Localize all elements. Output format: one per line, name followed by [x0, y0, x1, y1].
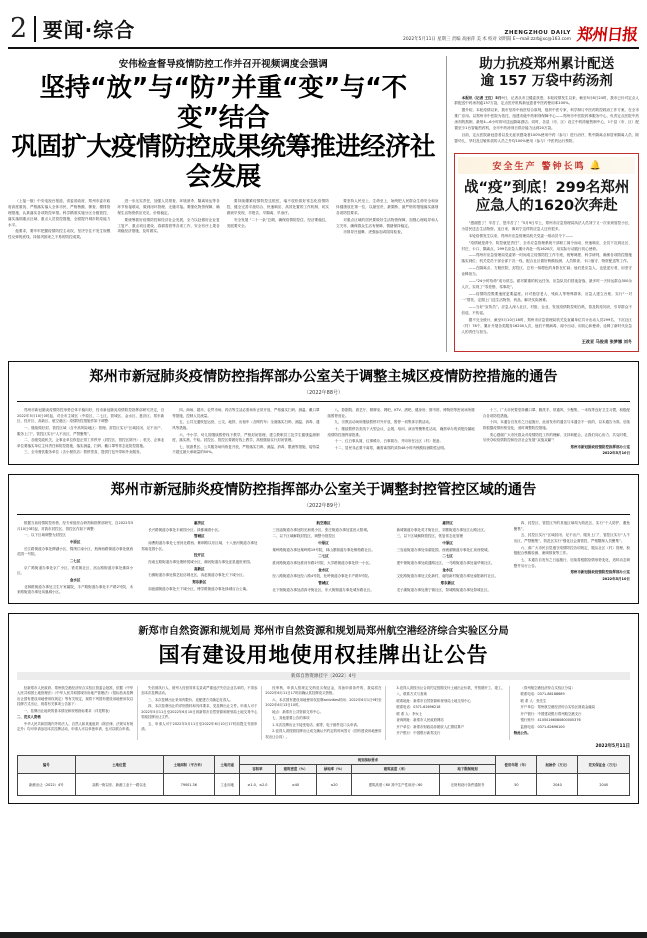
paragraph: 查询网址：新郑市人民政府网站	[396, 718, 444, 723]
paragraph: 惠济区	[442, 521, 453, 526]
paragraph: 四、封控区、管控区外的其他区域均为防范区，实行“个人防护、避免聚集”。	[513, 521, 630, 531]
paragraph: 二、各级党政机关、企事业单位恢复正常工作秩序（封控区、管控区除外）；机关、企事业单位要落实单位主体责任和防控措施，落实测温、扫码、戴口罩等常态化防控措施。	[17, 438, 165, 448]
page-number: 2	[10, 13, 28, 44]
paragraph: 3.竞得人须按出让合同约定按期支付土地出让价款，并按期开工、竣工。	[396, 686, 505, 691]
paragraph: 监督电话：0371-62696100	[520, 724, 565, 729]
paragraph: 开户单位：新郑市财政局非税收入汇缴结算户	[396, 724, 465, 729]
right-article-title	[454, 56, 639, 91]
paragraph: 郑州市新冠肺炎疫情防控指挥部办公室	[570, 570, 630, 575]
paragraph: 安全发展 “二十一条”总纲，确保疫情防控住，经济要稳住，发展要安全。	[226, 217, 330, 228]
th-height: 建筑高度（米）	[352, 765, 439, 774]
paper-english-name: ZHENGZHOU DAILY	[504, 29, 571, 36]
paragraph: 长兴路街道办事处丰硕园小区、绿都澜湾小区。	[148, 527, 222, 532]
lead-body	[8, 199, 438, 241]
paragraph: 对重点区域的居民要做好生活物资保障，加强心理疏导和人文关怀，确保群众生活有保障、情绪保持稳定。	[336, 217, 439, 228]
masthead-meta	[403, 30, 571, 43]
paragraph: ——疫情防控既要速度更要温度。针对独居老人、残疾人等特殊群体，应急人建立台账，实行“一对一”帮扶，定期上门送生活物资、药品，解决实际困难。	[461, 292, 632, 303]
paper-logo: 郑州日报	[576, 25, 639, 44]
paragraph: 五、封控区实行“区域封闭、足不出户、服务上门”，管控区实行“人不出区、严禁聚集”，防范区实行“强化社会面管控、严格限制人员聚集”。	[513, 533, 630, 544]
th-price: 起始价（万元）	[537, 755, 578, 773]
paragraph: 据介绍，本轮疫情以来，我市坚持中西医结合原则，组织中医专家，科学制订中医药防控救治工作方案，在全市推广应用。以郑州市中医院为依托，组建市级中药制剂保障中心——郑州市中医院药事服务中心，负责定点医院中药汤剂的熬制，最短4—6小时即可送达隔离酒店；同时，各县（市、区）设立中药浓缩煎制中心，1个县（市、区）配置至少1台智能煎药机，全市中药汤剂日供应能力达到20万袋。	[454, 108, 639, 131]
paragraph: 本报讯（记者 王红）5月9日，记者从市卫健委获悉，本轮疫情发生以来，截至5月8日24时，我市已针对定点人群配送中药汤剂逾157万袋，定点医疗机构新冠患者中医药使用率100%。	[454, 95, 639, 106]
paragraph: 衷心感谢广大市民群众对疫情防控工作的理解、支持和配合，让我们同心协力，共克时艰，尽快夺取疫情防控和经济社会发展“双战双赢”！	[482, 432, 630, 443]
paragraph: （上接一版）中央电视台报道，省委省政府、郑州市委市政府高度重视、严格落实落人全体市民、严格核酸、筛查、摸排管理措施，认真落实各项防控举措。科学精准实施分区分级管控，落实落细重点区域、重点人员管控措施，全面提升城市防疫能力水平。	[8, 199, 111, 227]
lead-kicker: 安伟检查督导疫情防控工作并召开视频调度会强调	[118, 59, 328, 70]
paragraph: 特此公告。	[513, 731, 531, 736]
notice-box-89	[8, 474, 639, 604]
land-date: 2022年5月11日	[595, 743, 630, 749]
paragraph: 二、竞买人资格	[17, 715, 41, 720]
paragraph: 五、公共交通恢复运营，公交、地铁、出租车（含网约车）全面落实扫码、测温、消毒、通风等措施。	[172, 420, 320, 430]
td-underground: 无规划设计条件通知书	[439, 774, 496, 796]
th-far: 容积率	[240, 765, 275, 774]
paragraph: 经南五路街道办事处康桥悦城小区，潮河街道办事处亚星盛世家园。	[148, 560, 254, 565]
land-body	[17, 686, 630, 740]
paragraph: 经新郑市人民政府、郑州航空港经济综合实验区管委会批准，依据《中华人民共和国土地管理法》《中华人民共和国城市房地产管理法》《招标拍卖挂牌出让国有建设用地使用权规定》等有关规定，现将下列国有建设用地使用权以挂牌方式出让，现将有关事项公告如下：	[17, 686, 134, 707]
paragraph: 2022年5月10日	[602, 577, 630, 582]
notice2-subtitle: （2022年89号）	[303, 503, 344, 510]
th-underground: 地下限制规划	[439, 765, 496, 774]
paragraph: 郑东新区	[440, 581, 455, 586]
paragraph: 京广路街道办事处京广小区、铁英街社区，嵩山路街道办事处佛岗小区。	[17, 565, 134, 576]
paragraph: 龙子湖街道办事处康宁街社区，祭城路街道办事处祭城社区。	[396, 587, 492, 592]
lead-headline	[8, 74, 438, 192]
top-zone	[8, 56, 639, 352]
paragraph: 四、商场、超市、农贸市场、药店等生活必需场所正常开放，严格落实扫码、测温、戴口罩等措施，控制人员流量。	[172, 407, 320, 418]
land-title: 国有建设用地使用权挂牌出让公告	[158, 643, 489, 668]
paragraph: 八、联系方式与查询	[396, 692, 427, 697]
paragraph: ——“24小时待命”成为常态。面对繁重的转运任务，应急队员们昼夜奋战，最多时一天转运群众300余人次，实现了“零差错、零事故”。	[461, 279, 632, 290]
safety-banner	[458, 157, 635, 174]
th-planning-group: 规划指标要求	[240, 755, 496, 764]
paragraph: 联 系 人：李女士	[396, 711, 423, 716]
th-green: 绿地率（%）	[316, 765, 352, 774]
paragraph: 三、全市餐饮服务单位（含小餐饮店）暂停堂食，提供打包外带和外卖服务。	[24, 450, 143, 455]
paragraph: 郑州市新冠肺炎疫情防控指挥部办公室	[570, 444, 630, 449]
th-years: 使用年限（年）	[496, 755, 537, 773]
paragraph: ——当好“宣传员”。应急人深入社区、村组、企业，发放疫情防控明白纸，普及防疫知识，引导群众不信谣、不传谣。	[461, 305, 632, 316]
paragraph: 三官庙街道办事处帝湖花园，西流湖街道办事处汇泉西悦城。	[396, 547, 492, 552]
paragraph: 地点：新郑市公共资源交易中心。	[272, 709, 324, 714]
red-article-body	[461, 221, 632, 336]
th-usage: 土地用途	[215, 755, 240, 773]
land-parcel-table	[17, 755, 630, 796]
td-density: ≥40	[275, 774, 316, 796]
paragraph: 二七区	[318, 554, 329, 559]
notice2-title: 郑州市新冠肺炎疫情防控指挥部办公室关于调整封控管控区域的通告	[110, 482, 537, 499]
td-deposit: 2040	[578, 774, 630, 796]
paragraph: “感谢您了！辛苦了，您辛苦了！”5月9日早上，郑州市应急管理局执法人员刘宁又一次来到管控小区，为居民送去生活物资。连日来，像刘宁这样的应急人还有很多。	[461, 220, 632, 231]
paragraph: 本轮疫情发生以来，郑州市应急管理局机关党委一纸动员令下——	[468, 233, 573, 238]
td-usage: 工业用地	[215, 774, 240, 796]
paragraph: 六、本次国有建设用地使用权挂牌activities时间：2022年6月1日9时至2022年6月13日10时。	[265, 697, 382, 708]
paragraph: 经八路街道办事处经八路4号院，杜岭街道办事处丰产路5号院。	[272, 574, 372, 579]
paragraph: 金水区	[442, 567, 453, 572]
paragraph: 七、本通告自发布之日起施行，后续将根据疫情形势变化，适时动态调整并另行公告。	[513, 558, 630, 568]
paragraph: 一、以下区域调整为封控区	[24, 533, 66, 538]
paragraph: 中原区	[69, 540, 81, 545]
paragraph: 2022年5月10日	[602, 451, 630, 456]
td-height: 建筑高度＜60 其中生产性用房＜60	[352, 774, 439, 796]
masthead-divider	[34, 16, 36, 42]
paragraph: 开户银行：中国银行新郑支行	[396, 731, 441, 736]
paragraph: 中原区	[442, 541, 453, 546]
paragraph: 建中街街道办事处政通路社区，一马路街道办事处福华街社区。	[396, 561, 495, 566]
paragraph: 要统筹抓好疫情防控和经济社会发展，全力以赴做好企业复工复产、重点项目建设、春耕春管等各项工作，安全有序上果各项稳经济措施，及时做实。	[117, 217, 220, 234]
paragraph: ——郑州市应急管理局党委第一时间成立疫情防控工作专班，统筹调度、科学研判，确保各项防控措施落实到位；机关党员干部全部下沉一线，配合社区做好核酸检测、人员排查、卡口值守、物资配送等工作。	[461, 253, 632, 264]
right-article-body	[454, 96, 639, 146]
th-density: 建筑密度（%）	[275, 765, 316, 774]
land-table-body	[18, 774, 630, 796]
notice2-rule	[17, 514, 630, 515]
right-title-line-2: 逾 157 万袋中药汤剂	[480, 73, 613, 90]
paragraph: 开户单位：郑州航空港经济综合实验区财政金融局	[520, 705, 596, 710]
paragraph: 三、本次挂牌出让采用有限价、竞配建方式确定竞得人。	[147, 697, 233, 702]
paragraph: 南曹街道办事处七里河北路西、紫荆路以东区域，十八里河街道办事处郑南花园小区。	[141, 541, 258, 551]
notice1-title: 郑州市新冠肺炎疫情防控指挥部办公室关于调整主城区疫情防控措施的通告	[89, 368, 558, 385]
paragraph: 六、中小学、幼儿园继续暂停线下教学，严格封闭管理，建立教职员工及学生健康监测制度，落实晨、午检。封控区、管控区要做好线上教学，高校继续实行封闭管理。	[172, 432, 320, 443]
land-org-line: 新郑市自然资源和规划局 郑州市自然资源和规划局郑州航空港经济综合实验区分局	[138, 626, 509, 638]
paragraph: 联 系 人：张先生	[520, 698, 547, 703]
paragraph: 六、请广大市民自觉遵守疫情防控各项规定，服从社区（村）管理，积极配合核酸检测、流调排查等工作。	[513, 545, 630, 556]
notice1-rule	[17, 401, 630, 402]
right-column	[446, 56, 639, 352]
masthead-left	[10, 14, 135, 43]
table-row	[18, 774, 630, 796]
paragraph: 目前，定点医院新冠患者以及无症状感染者100%使用中药（参与）进行治疗，集中隔离点和居家隔离人员、除婴幼儿、孕妇及过敏体质的人员之外均100%使用（参与）中医药运行预防。	[454, 133, 639, 144]
paragraph: 市领导吕挺琳、虎强参加或陪同检查。	[343, 230, 405, 235]
paragraph: 七、其他需要公告的事项	[272, 716, 310, 721]
land-table-head	[18, 755, 630, 773]
td-years: 50	[496, 774, 537, 796]
td-green: ≤20	[316, 774, 352, 796]
paragraph: 中原区	[318, 541, 329, 546]
th-area: 土地面积（平方米）	[163, 755, 214, 773]
paragraph: 管城区	[194, 534, 205, 539]
td-price: 2040	[537, 774, 578, 796]
paragraph: 十、继续暂停各类线下大型会议、会展、培训、演出等聚集性活动，确需举办的须报经属地疫情防控指挥部批准。	[327, 426, 475, 437]
section-title: 要闻·综合	[42, 18, 136, 42]
paragraph: 石佛街道办事处锦艺轻纺城北区，沟赵街道办事处天下城小区。	[148, 573, 247, 578]
notice1-subtitle: （2022年88号）	[303, 389, 344, 396]
paragraph: 十四、本通告自发布之日起施行，此前发布的通告与本通告不一致的，以本通告为准。后续将根据疫情形势变化，适时调整防控措施。	[482, 420, 630, 430]
lead-article	[8, 56, 438, 352]
land-announcement	[8, 613, 639, 804]
td-location: 双鹤一街以东、新港工业十一路以北	[75, 774, 163, 796]
td-code: 新港出让（2022）4号	[18, 774, 76, 796]
td-area: 79001.36	[163, 774, 214, 796]
paragraph: 九、宗教活动场所继续暂停对外开放，暂停一切集体宗教活动。	[334, 420, 433, 425]
right-title-line-1: 助力抗疫郑州累计配送	[479, 56, 615, 72]
paragraph: 十一、红白事从简，红事缓办，白事简办，并向所在社区（村）报备。	[334, 439, 443, 444]
notice2-body	[17, 521, 630, 596]
paragraph: 淮河路街道办事处淮河东路2号院，大学路街道办事处铁一小区。	[272, 561, 373, 566]
paragraph: 七、旅游景区、公共服务场所恢复开放，严格落实扫码、测温、消毒、限流等措施，接待量不超过最大承载量的50%。	[172, 444, 320, 455]
red-article-title	[461, 179, 632, 216]
paragraph: 三、以下区域解除管控区，恢复常态化管理	[396, 534, 464, 539]
paragraph: 二、以下区域解除封控区，调整为管控区	[272, 534, 336, 539]
paragraph: 长江路街道办事处柳湖小区、锦绣江南小区，航海西路街道办事处航西花园一号院。	[17, 546, 134, 557]
paragraph: 联系电话：0371-62696218	[396, 705, 441, 710]
paragraph: 郑州市新冠肺炎疫情防控形势总体平稳向好，经市新冠肺炎疫情防控指挥部研究决定，自2022年5月10日0时起，对全市主城区（中原区、二七区、管城区、金水区、惠济区、郑东新区、经开区、高新区、航空港区）疫情防控措施作如下调整：	[17, 407, 165, 424]
notice-box-88	[8, 361, 639, 465]
paragraph: （郑州航空港经济综合实验区分局）	[520, 686, 575, 691]
paragraph: 联系地址：新郑市自然资源和规划局土地交易中心	[396, 698, 471, 703]
paragraph: ——在隔离点、方舱医院、封控区，总有一抹橙色的身影在忙碌；他们是应急人，也是逆行者，用坚守诠释担当。	[461, 266, 632, 277]
paragraph: 金水区	[318, 567, 329, 572]
bell-icon: 🔔	[589, 160, 601, 171]
th-deposit: 竞买保证金（万元）	[578, 755, 630, 773]
land-subtitle: 新郑自然资源挂字〔2022〕4号	[17, 672, 630, 680]
masthead	[8, 0, 639, 49]
paragraph: 北下街街道办事处清真寺街社区，东大街街道办事处城东路社区。	[272, 587, 374, 592]
table-header-row-1	[18, 755, 630, 764]
paragraph: 联系电话：0371-86188689	[520, 692, 565, 697]
headline-line-2: 巩固扩大疫情防控成果统筹推进经济社会发展	[11, 132, 435, 192]
paragraph: 管城区	[318, 581, 329, 586]
paragraph: 失信被执行人、被列入经营异常名录或严重违法失信企业名单的，不得参加本次挂牌活动。	[141, 686, 258, 696]
paragraph: 航空港区	[316, 521, 331, 526]
td-far: ≥1.0、≤2.0	[240, 774, 275, 796]
issue-meta: 2022年5月11日 星期三 责编 高丽萍 美 术 校对 刘玥阳 E—mail:zzrbjjxc@163.com	[403, 37, 571, 43]
paragraph: 经开区	[194, 553, 205, 558]
paragraph: 高新区	[194, 566, 205, 571]
paragraph: 他要求，要牢牢把握疫情防控主动权，坚决守住不发生规模性反弹的底线，持续巩固来之不易的防控成果。	[8, 229, 111, 240]
paragraph: 2.竞得人须按照挂牌出让成交确认书约定的时间签订《国有建设用地使用权出让合同》。	[265, 729, 382, 739]
paragraph: 要持续绷紧疫情防控这根弦，毫不放松抓好常态化疫情防控，健全完善平战结合、快速响应、高效处置的工作机制，切实做到早发现、早报告、早隔离、早治疗。	[226, 199, 330, 215]
paragraph: 四、本次挂牌出让的详细资料和具体要求，见挂牌出让文件。申请人可于2022年5月11日至2022年6月10日到新郑市自然资源和规划局土地交易中心领取挂牌出让文件。	[141, 704, 258, 720]
red-title-line-2: 应急人的1620次奔赴	[475, 198, 618, 215]
safety-feature-box	[454, 153, 639, 352]
paragraph: 中华人民共和国境内外的法人、自然人和其他组织（除法律、法规另有规定外）均可申请参加本次挂牌活动，申请人可以单独申请，也可以联合申请。	[17, 721, 134, 732]
paragraph: 五、申请人可于2022年5月11日至2022年6月10日17时前提交书面申请。	[141, 721, 258, 732]
paragraph: 二七区	[442, 554, 453, 559]
paragraph: 十三、广大市民要坚持戴口罩、勤洗手、常通风、少聚集、一米线等良好卫生习惯，积极配合各项防控措施。	[482, 407, 630, 418]
headline-line-1: 坚持“放”与“防”并重“变”与“不变”结合	[39, 73, 407, 133]
paragraph: 八、影剧院、游艺厅、棋牌室、网吧、KTV、酒吧、健身房、图书馆、博物馆等密闭场所继续暂停营业。	[327, 407, 475, 418]
red-title-line-1: 战“疫”到底！299名郑州	[464, 180, 630, 197]
paragraph: 二七区	[69, 559, 81, 564]
paragraph: 银行账号：41050166080800000376	[520, 718, 581, 723]
paragraph: 根据当前疫情防控形势，经专家组综合研判和指挥部研究，自2022年5月10日0时起，对我市封控区、管控区作如下调整：	[17, 521, 134, 531]
paragraph: 金水区	[69, 578, 81, 583]
paragraph: 惠济区	[194, 521, 205, 526]
paragraph: 新城街道办事处英才街社区，刘寨街道办事处江山路社区。	[396, 527, 488, 532]
footer-strip	[0, 932, 647, 938]
paragraph: 1.本次挂牌出让不接受电话、邮寄、电子邮件及口头申请。	[272, 722, 361, 727]
paragraph: 经审核，申请人按规定交纳竞买保证金，具备申请条件的，我局将在2022年6月11日17时前确认其挂牌竞买资格。	[265, 686, 382, 696]
th-code: 编号	[18, 755, 76, 773]
red-article-signature: 王改亚 马俊甫 张梦娜 刘冬	[581, 338, 632, 344]
notice1-body	[17, 408, 630, 457]
paragraph: “疫情就是命令，防控就是责任”，全市应急管理系统干部职工闻令而动、快速响应，全员下沉到社区、村庄、卡口、隔离点，299名应急人累计奔赴一线1620次，用实际行动践行初心使命。	[461, 240, 632, 251]
paragraph: 秦岭路街道办事处秦岭路19号院，林山寨街道办事处桐柏路社区。	[272, 547, 375, 552]
paragraph: 十二、居民非必要不离郑，确需离郑的须持48小时内核酸检测阴性证明。	[334, 445, 448, 450]
paragraph: 文化路街道办事处文化新村，南阳新村街道办事处南阳新村社区。	[396, 574, 499, 579]
th-location: 土地位置	[75, 755, 163, 773]
paragraph: 一、挂牌出让地块的基本情况和规划指标要求（详见附表）	[23, 708, 112, 713]
paragraph: 一、继续做好封、管控区域（含中高风险地区）管理。封控区实行“区域封闭、足不出户、服务上门”，管控区实行“人不出区、严禁聚集”。	[17, 425, 165, 436]
paragraph: 要坚持人民至上、生命至上，始终把人民群众生命安全和身体健康放在第一位，以最坚决、最果断、最严格的措施落实落细各项防控要求。	[336, 199, 439, 215]
safety-banner-text: 安全生产 警钟长鸣	[492, 162, 586, 173]
paragraph: 如意湖街道办事处天下城小区，博学路街道办事处绿城百合公寓。	[148, 586, 250, 591]
paragraph: 开户银行：中国建设银行郑州航空港支行	[520, 711, 582, 716]
masthead-right	[403, 27, 637, 43]
paragraph: 北林路街道办事处卫生厅家属院，丰产路街道办事处丰产路2号院，未来路街道办事处凤凰城小区。	[17, 584, 134, 595]
paragraph: 郑东新区	[192, 580, 207, 585]
paragraph: 进一步压实责任，加强人员排查、环境消杀、隔离转运等各环节衔接联动，做到闭环管理、无缝对接。要强化物资保障，确保生活物资供应充足、价格稳定。	[117, 199, 220, 215]
paragraph: 三官庙街道办事处阳光和苑小区，张庄街道办事处富田太阳城。	[272, 527, 371, 532]
paragraph: 据不完全统计，截至5月10日16时，郑州市应急管理局机关及直属单位共计出动人员299名，下沉社区（村）78个，累计开展各类服务16200人次，他们不惧病毒、闻令出动，用初心和使命，诠释了新时代应急人的责任与担当。	[461, 317, 632, 334]
